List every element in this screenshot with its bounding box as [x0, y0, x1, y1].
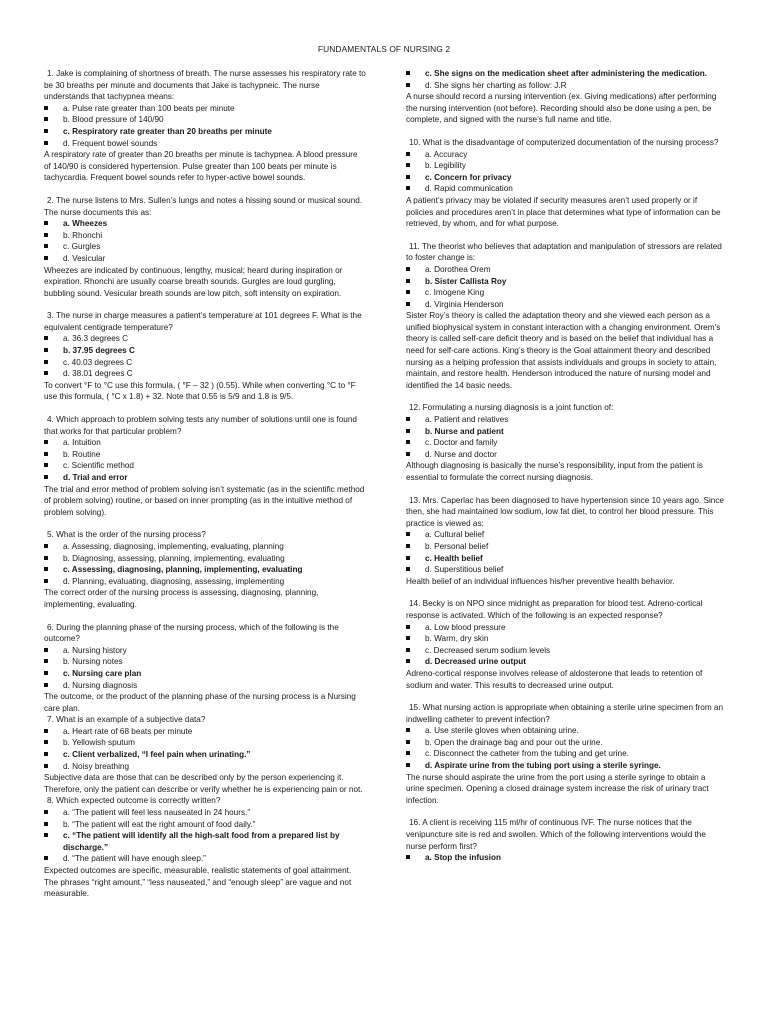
square-bullet-icon — [406, 452, 410, 456]
square-bullet-icon — [44, 567, 48, 571]
answer-explanation: A respiratory rate of greater than 20 breaths per minute is tachypnea. A blood pressure of 140/90 is considered hypertension. Pulse greater than 100 beats per minute is tachycardia. Frequent bowel sounds refer to hyper-active bowel sounds. — [44, 150, 358, 183]
question-block — [44, 310, 366, 403]
question-text: 12. Formulating a nursing diagnosis is a joint function of: — [409, 403, 614, 413]
square-bullet-icon — [44, 579, 48, 583]
spacer — [406, 806, 724, 817]
square-bullet-icon — [406, 83, 410, 87]
square-bullet-icon — [406, 163, 410, 167]
question-block — [44, 195, 366, 299]
answer-option — [44, 576, 366, 588]
option-label: a. Dorothea Orem — [425, 264, 491, 274]
document-title: FUNDAMENTALS OF NURSING 2 — [317, 44, 451, 54]
answer-options — [44, 103, 366, 149]
question-block — [44, 68, 366, 184]
option-label: a. “The patient will feel less nauseated in 24 hours.” — [63, 808, 251, 818]
spacer — [44, 518, 366, 529]
square-bullet-icon — [44, 371, 48, 375]
answer-option — [44, 819, 366, 831]
answer-option — [44, 449, 366, 461]
question-text: 14. Becky is on NPO since midnight as preparation for blood test. Adreno-cortical response is activated. Which of the following is an expected response? — [406, 599, 703, 620]
answer-option — [406, 299, 724, 311]
square-bullet-icon — [44, 463, 48, 467]
question-text: 2. The nurse listens to Mrs. Sullen’s lungs and notes a hissing sound or musical sound. The nurse documents this as: — [44, 195, 363, 217]
option-label: c. Health belief — [425, 553, 483, 563]
square-bullet-icon — [406, 532, 410, 536]
option-label: b. Nurse and patient — [425, 426, 504, 436]
option-label: d. Decreased urine output — [425, 657, 526, 667]
option-label: d. Vesicular — [63, 253, 106, 263]
answer-option — [44, 726, 366, 738]
question-block — [44, 622, 366, 715]
question-text: 13. Mrs. Caperlac has been diagnosed to have hypertension since 10 years ago. Since then, she had maintained low sodium, low fat diet, to control her blood pressure. This practice is viewed as: — [406, 495, 724, 528]
option-label: a. Stop the infusion — [425, 853, 501, 863]
option-label: b. 37.95 degrees C — [63, 346, 135, 356]
option-label: d. Rapid communication — [425, 184, 513, 194]
option-label: c. She signs on the medication sheet after administering the medication. — [425, 69, 708, 78]
option-label: b. Nursing notes — [63, 657, 123, 667]
question-block — [44, 414, 366, 518]
square-bullet-icon — [44, 648, 48, 652]
square-bullet-icon — [44, 752, 48, 756]
square-bullet-icon — [44, 729, 48, 733]
option-label: b. Warm, dry skin — [425, 634, 489, 644]
option-label: d. Virginia Henderson — [425, 299, 504, 309]
option-label: c. Nursing care plan — [63, 668, 142, 678]
option-label: b. Personal belief — [425, 541, 489, 551]
correct-answer-option — [406, 426, 724, 438]
square-bullet-icon — [406, 152, 410, 156]
option-label: b. Diagnosing, assessing, planning, implementing, evaluating — [63, 553, 285, 563]
answer-option — [44, 103, 366, 115]
square-bullet-icon — [44, 810, 48, 814]
question-text: 8. Which expected outcome is correctly written? — [47, 796, 221, 806]
square-bullet-icon — [44, 129, 48, 133]
option-label: c. Assessing, diagnosing, planning, implementing, evaluating — [63, 565, 303, 575]
answer-explanation: Sister Roy’s theory is called the adaptation theory and she viewed each person as a unified biophysical system in constant interaction with a changing environment. Orem’s theory is called self-care deficit theory and is based on the belief that individual has a need for self-care actions. King’s theory is the Goal attainment theory and described nursing as a helping profession that assists individuals and groups in society to attain, maintain, and restore health. Henderson introduced the nature of nursing model and identified the 14 basic needs. — [406, 311, 721, 390]
correct-answer-option — [44, 345, 366, 357]
answer-option — [406, 149, 724, 161]
square-bullet-icon — [44, 256, 48, 260]
answer-explanation: A nurse should record a nursing intervention (ex. Giving medications) after performing the nursing intervention (not before). Recording should also be done using a pen, be complete, and signed with the nurse’s full name and title. — [406, 92, 717, 125]
option-label: b. “The patient will eat the right amount of food daily.” — [63, 819, 256, 829]
option-label: c. Doctor and family — [425, 438, 498, 448]
option-label: b. Rhonchi — [63, 230, 103, 240]
answer-option — [406, 449, 724, 461]
answer-explanation: Adreno-cortical response involves release of aldosterone that leads to retention of sodium and water. This results to decreased urine output. — [406, 668, 703, 690]
answer-option — [406, 183, 724, 195]
question-text: 5. What is the order of the nursing process? — [47, 530, 206, 540]
correct-answer-option — [406, 172, 724, 184]
question-block — [406, 495, 724, 588]
question-block — [44, 529, 366, 610]
option-label: d. Nurse and doctor — [425, 449, 497, 459]
answer-option — [44, 253, 366, 265]
square-bullet-icon — [406, 279, 410, 283]
answer-options — [406, 529, 724, 575]
answer-explanation: Health belief of an individual influences his/her preventive health behavior. — [406, 576, 675, 586]
option-label: d. “The patient will have enough sleep.” — [63, 854, 206, 864]
answer-option — [406, 564, 724, 576]
option-label: c. “The patient will identify all the high-salt food from a prepared list by discharge.” — [63, 831, 340, 852]
option-label: a. Pulse rate greater than 100 beats per minute — [63, 103, 235, 113]
square-bullet-icon — [406, 728, 410, 732]
answer-option — [406, 725, 724, 737]
spacer — [406, 391, 724, 402]
square-bullet-icon — [44, 822, 48, 826]
right-column — [406, 68, 724, 864]
option-label: c. Imogene King — [425, 288, 485, 298]
square-bullet-icon — [44, 244, 48, 248]
square-bullet-icon — [44, 141, 48, 145]
answer-option — [44, 460, 366, 472]
option-label: a. Assessing, diagnosing, implementing, evaluating, planning — [63, 541, 284, 551]
answer-explanation: The outcome, or the product of the planning phase of the nursing process is a Nursing care plan. — [44, 692, 356, 713]
square-bullet-icon — [44, 360, 48, 364]
square-bullet-icon — [406, 763, 410, 767]
option-label: b. Blood pressure of 140/90 — [63, 115, 164, 125]
answer-option — [406, 622, 724, 634]
option-label: b. Sister Callista Roy — [425, 276, 507, 286]
correct-answer-option — [406, 276, 724, 288]
option-label: a. Nursing history — [63, 645, 127, 655]
option-label: d. 38.01 degrees C — [63, 369, 133, 379]
answer-explanation: The correct order of the nursing process is assessing, diagnosing, planning, implementing, evaluating. — [44, 588, 319, 609]
spacer — [406, 230, 724, 241]
square-bullet-icon — [44, 336, 48, 340]
question-text: 11. The theorist who believes that adaptation and manipulation of stressors are related to foster change is: — [406, 241, 722, 263]
option-label: a. Low blood pressure — [425, 622, 506, 632]
square-bullet-icon — [406, 302, 410, 306]
option-label: c. Client verbalized, “I feel pain when urinating.” — [63, 750, 251, 760]
option-label: d. Aspirate urine from the tubing port using a sterile syringe. — [425, 761, 661, 771]
answer-options — [406, 622, 724, 668]
option-label: a. Use sterile gloves when obtaining urine. — [425, 726, 579, 736]
option-label: b. Open the drainage bag and pour out the urine. — [425, 737, 603, 747]
option-label: b. Legibility — [425, 161, 466, 171]
answer-options — [44, 645, 366, 691]
answer-option — [44, 114, 366, 126]
answer-options — [406, 852, 724, 864]
answer-option — [406, 529, 724, 541]
option-label: d. Nursing diagnosis — [63, 680, 138, 690]
spacer — [44, 403, 366, 414]
square-bullet-icon — [406, 71, 410, 75]
correct-answer-option — [406, 852, 724, 864]
answer-option — [44, 333, 366, 345]
square-bullet-icon — [406, 855, 410, 859]
question-block — [406, 817, 724, 863]
answer-options — [406, 414, 724, 460]
answer-option — [44, 357, 366, 369]
question-block — [406, 402, 724, 483]
option-label: a. Heart rate of 68 beats per minute — [63, 726, 193, 736]
square-bullet-icon — [44, 348, 48, 352]
answer-options — [406, 725, 724, 771]
square-bullet-icon — [406, 429, 410, 433]
answer-options — [406, 264, 724, 310]
square-bullet-icon — [44, 117, 48, 121]
square-bullet-icon — [406, 544, 410, 548]
square-bullet-icon — [406, 636, 410, 640]
spacer — [406, 484, 724, 495]
square-bullet-icon — [44, 764, 48, 768]
square-bullet-icon — [44, 659, 48, 663]
question-text: 3. The nurse in charge measures a patient’s temperature at 101 degrees F. What is the equivalent centigrade temperature? — [44, 311, 362, 332]
square-bullet-icon — [44, 475, 48, 479]
answer-option — [406, 414, 724, 426]
answer-option — [406, 748, 724, 760]
answer-option — [44, 645, 366, 657]
answer-options — [44, 437, 366, 483]
correct-answer-option — [44, 218, 366, 230]
correct-answer-option — [406, 656, 724, 668]
correct-answer-option — [44, 564, 366, 576]
answer-explanation: A patient’s privacy may be violated if security measures aren’t used properly or if policies and procedures aren’t in place that determines what type of information can be retrieved, by whom, and for what purpose. — [406, 195, 721, 229]
answer-explanation: The nurse should aspirate the urine from the port using a sterile syringe to obtain a urine specimen. Opening a closed drainage system increase the risk of urinary tract infection. — [406, 772, 709, 805]
answer-explanation: Expected outcomes are specific, measurable, realistic statements of goal attainment. The phrases “right amount,” “less nauseated,” and “enough sleep” are vague and not measurable. — [44, 866, 352, 899]
option-label: d. Noisy breathing — [63, 761, 129, 771]
question-block — [406, 702, 724, 806]
square-bullet-icon — [406, 625, 410, 629]
answer-option — [44, 437, 366, 449]
option-label: d. Planning, evaluating, diagnosing, assessing, implementing — [63, 576, 285, 586]
answer-options — [44, 218, 366, 264]
square-bullet-icon — [44, 671, 48, 675]
answer-option — [44, 737, 366, 749]
spacer — [44, 611, 366, 622]
correct-answer-option — [406, 68, 724, 80]
question-block — [406, 137, 724, 230]
question-text: 10. What is the disadvantage of computerized documentation of the nursing process? — [409, 137, 719, 147]
spacer — [406, 126, 724, 137]
answer-option — [406, 437, 724, 449]
option-label: c. Gurgles — [63, 242, 101, 252]
option-label: c. 40.03 degrees C — [63, 357, 133, 367]
answer-options — [44, 541, 366, 587]
option-label: a. 36.3 degrees C — [63, 334, 129, 344]
question-block — [406, 598, 724, 691]
question-text: 4. Which approach to problem solving tests any number of solutions until one is found that works for that particular problem? — [44, 415, 357, 436]
answer-option — [406, 541, 724, 553]
correct-answer-option — [44, 749, 366, 761]
square-bullet-icon — [406, 751, 410, 755]
square-bullet-icon — [44, 856, 48, 860]
left-column — [44, 68, 366, 900]
question-text: 1. Jake is complaining of shortness of breath. The nurse assesses his respiratory rate to be 30 breaths per minute and documents that Jake is tachypneic. The nurse understands that tachypnea means: — [44, 69, 366, 102]
square-bullet-icon — [44, 556, 48, 560]
square-bullet-icon — [406, 556, 410, 560]
question-block — [44, 795, 366, 899]
spacer — [406, 587, 724, 598]
square-bullet-icon — [44, 106, 48, 110]
question-block — [406, 68, 724, 126]
question-block — [406, 241, 724, 392]
square-bullet-icon — [406, 740, 410, 744]
square-bullet-icon — [44, 544, 48, 548]
square-bullet-icon — [406, 175, 410, 179]
option-label: c. Disconnect the catheter from the tubing and get urine. — [425, 749, 629, 759]
option-label: a. Cultural belief — [425, 530, 485, 540]
answer-option — [44, 853, 366, 865]
answer-option — [44, 680, 366, 692]
answer-explanation: Although diagnosing is basically the nurse’s responsibility, input from the patient is essential to formulate the correct nursing diagnosis. — [406, 461, 703, 482]
option-label: a. Intuition — [63, 438, 101, 448]
option-label: c. Scientific method — [63, 461, 134, 471]
option-label: c. Concern for privacy — [425, 172, 512, 182]
square-bullet-icon — [406, 417, 410, 421]
option-label: d. Superstitious belief — [425, 565, 504, 575]
square-bullet-icon — [406, 290, 410, 294]
option-label: d. She signs her charting as follow: J.R — [425, 80, 567, 90]
square-bullet-icon — [406, 440, 410, 444]
square-bullet-icon — [44, 833, 48, 837]
option-label: c. Decreased serum sodium levels — [425, 645, 551, 655]
answer-explanation: Subjective data are those that can be described only by the person experiencing it. Therefore, only the patient can describe or verify whether he is experiencing pain or not. — [44, 773, 363, 794]
option-label: b. Routine — [63, 449, 101, 459]
answer-explanation: Wheezes are indicated by continuous, lengthy, musical; heard during inspiration or expiration. Rhonchi are usually coarse breath sounds. Gurgles are loud gurgling, bubbling sound. Vesicular breath sounds are low pitch, soft intensity on expiration. — [44, 265, 343, 298]
option-label: b. Yellowish sputum — [63, 738, 135, 748]
answer-options — [44, 807, 366, 865]
square-bullet-icon — [406, 648, 410, 652]
square-bullet-icon — [406, 267, 410, 271]
answer-options — [44, 726, 366, 772]
question-block — [44, 714, 366, 795]
option-label: a. Accuracy — [425, 149, 468, 159]
square-bullet-icon — [406, 567, 410, 571]
correct-answer-option — [44, 126, 366, 138]
spacer — [406, 691, 724, 702]
square-bullet-icon — [44, 683, 48, 687]
question-text: 6. During the planning phase of the nursing process, which of the following is the outcome? — [44, 622, 339, 644]
correct-answer-option — [44, 830, 366, 853]
answer-option — [406, 264, 724, 276]
answer-option — [44, 541, 366, 553]
answer-options — [44, 333, 366, 379]
spacer — [44, 299, 366, 310]
answer-explanation: To convert °F to °C use this formula, ( °F – 32 ) (0.55). While when converting °C to °F use this formula, ( °C x 1.8) + 32. Note that 0.55 is 5/9 and 1.8 is 9/5. — [44, 380, 356, 402]
answer-option — [406, 737, 724, 749]
answer-option — [406, 645, 724, 657]
answer-option — [44, 807, 366, 819]
answer-option — [44, 241, 366, 253]
answer-option — [406, 160, 724, 172]
square-bullet-icon — [406, 659, 410, 663]
correct-answer-option — [44, 472, 366, 484]
answer-explanation: The trial and error method of problem solving isn’t systematic (as in the scientific method of problem solving) routine, or based on inner prompting (as in the intuitive method of problem solving). — [44, 484, 365, 517]
square-bullet-icon — [44, 221, 48, 225]
square-bullet-icon — [44, 440, 48, 444]
answer-option — [44, 656, 366, 668]
answer-option — [44, 761, 366, 773]
answer-option — [44, 230, 366, 242]
answer-option — [406, 80, 724, 92]
spacer — [44, 184, 366, 195]
answer-option — [44, 553, 366, 565]
answer-options — [406, 149, 724, 195]
correct-answer-option — [44, 668, 366, 680]
question-text: 16. A client is receiving 115 ml/hr of continuous IVF. The nurse notices that the venipuncture site is red and swollen. Which of the following interventions would the nurse perform first? — [406, 818, 706, 851]
answer-option — [406, 633, 724, 645]
option-label: a. Patient and relatives — [425, 415, 509, 425]
correct-answer-option — [406, 553, 724, 565]
option-label: c. Respiratory rate greater than 20 breaths per minute — [63, 126, 272, 136]
answer-option — [44, 138, 366, 150]
option-label: d. Frequent bowel sounds — [63, 138, 158, 148]
answer-options — [406, 68, 724, 91]
option-label: d. Trial and error — [63, 473, 128, 482]
question-text: 7. What is an example of a subjective data? — [47, 715, 206, 725]
question-text: 15. What nursing action is appropriate when obtaining a sterile urine specimen from an indwelling catheter to prevent infection? — [406, 703, 724, 724]
option-label: a. Wheezes — [63, 219, 108, 229]
answer-option — [406, 287, 724, 299]
square-bullet-icon — [406, 186, 410, 190]
square-bullet-icon — [44, 233, 48, 237]
answer-option — [44, 368, 366, 380]
square-bullet-icon — [44, 740, 48, 744]
square-bullet-icon — [44, 452, 48, 456]
correct-answer-option — [406, 760, 724, 772]
